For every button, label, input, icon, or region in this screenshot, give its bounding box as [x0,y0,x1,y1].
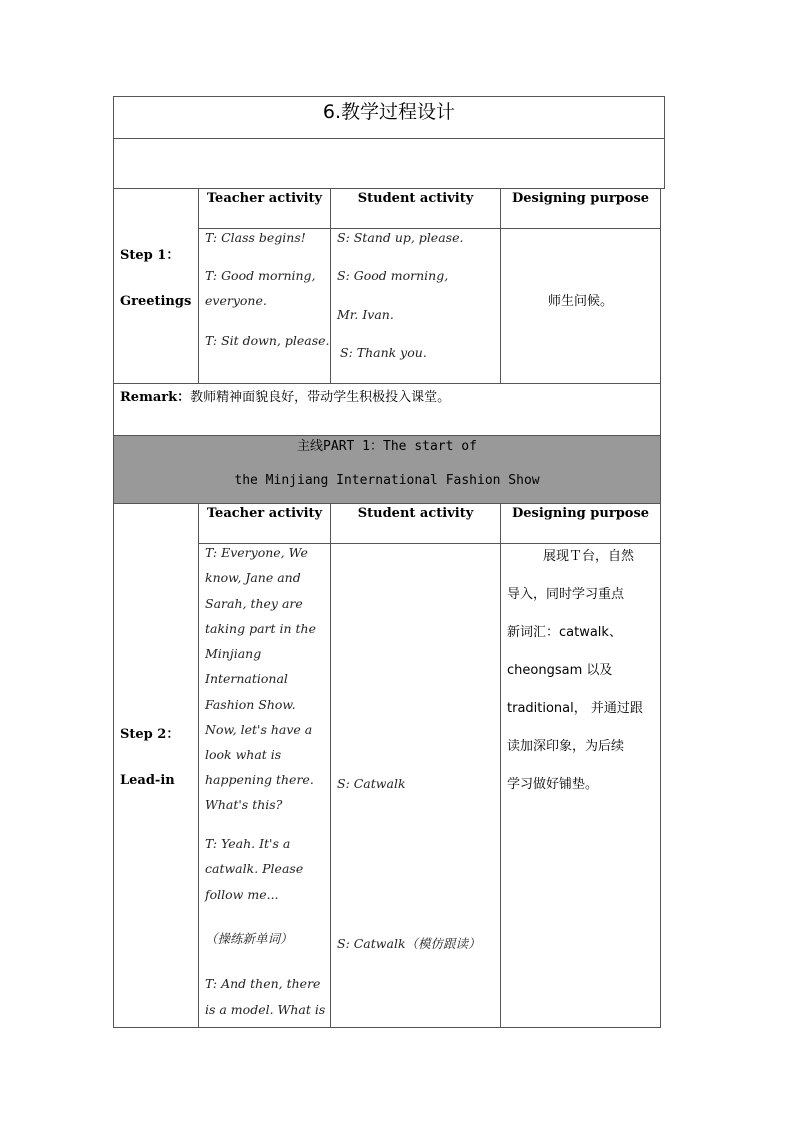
step1-name: Greetings [120,294,192,309]
blank-row [113,138,665,189]
step2-teacher-line: catwalk. Please [205,861,304,876]
step1-teacher-line: T: Class begins! [205,230,306,245]
step1-student-line: S: Thank you. [340,345,427,360]
remark-label: Remark： [120,390,191,405]
step1-student-line: S: Good morning, [337,268,449,283]
header-student-activity: Student activity [357,191,474,206]
part1-title-line1: 主线PART 1：The start of [297,439,477,454]
remark-line [120,390,450,406]
step2-purpose-line: 读加深印象，为后续 [507,739,625,754]
step2-teacher-line: look what is [205,747,282,762]
step2-teacher-line: know, Jane and [205,570,301,585]
step2-teacher-line: Fashion Show. [205,697,296,712]
step2-teacher-line: （操练新单词） [205,931,293,946]
step2-teacher-line: What's this? [205,797,283,812]
step2-purpose-line: 学习做好铺垫。 [507,777,599,792]
step2-name: Lead-in [120,773,175,788]
part1-title-line2: the Minjiang International Fashion Show [234,473,540,488]
page-title: 6.教学过程设计 [322,101,456,123]
step2-teacher-line: Sarah, they are [205,596,303,611]
step2-student-line: S: Catwalk（模仿跟读） [337,936,481,951]
step2-teacher-line: T: Everyone, We [205,545,308,560]
step1-purpose: 师生问候。 [547,294,613,309]
step2-teacher-line: Minjiang [205,646,262,661]
header-designing-purpose: Designing purpose [511,191,650,206]
step1-student-line: Mr. Ivan. [337,307,394,322]
step2-teacher-line: taking part in the [205,621,316,636]
step2-purpose-line: cheongsam 以及 [507,663,613,678]
step1-label: Step 1： [120,248,180,263]
step2-teacher-line: follow me... [205,887,279,902]
step2-teacher-line: Now, let's have a [205,722,313,737]
step1-teacher-line: everyone. [205,293,267,308]
header-designing-purpose: Designing purpose [511,506,650,521]
step2-label-cell [113,503,199,1028]
step2-teacher-line: International [205,671,288,686]
step2-teacher-line: is a model. What is [205,1002,326,1017]
step1-student-line: S: Stand up, please. [337,230,464,245]
header-teacher-activity: Teacher activity [206,506,323,521]
step2-purpose-line: traditional， 并通过跟 [507,701,643,716]
step1-teacher-line: T: Sit down, please. [205,333,330,348]
header-teacher-activity: Teacher activity [206,191,323,206]
remark-text: 教师精神面貌良好，带动学生积极投入课堂。 [190,390,451,405]
step2-teacher-line: T: And then, there [205,976,321,991]
step2-label: Step 2： [120,727,180,742]
step2-purpose-line: 新词汇：catwalk、 [507,625,622,640]
step2-purpose-line: 展现Ｔ台，自然 [543,549,635,564]
step2-student-line: S: Catwalk [337,776,406,791]
step2-teacher-line: happening there. [205,772,314,787]
step2-teacher-line: T: Yeah. It's a [205,836,291,851]
step1-label-cell [113,188,199,384]
step2-purpose-line: 导入，同时学习重点 [507,587,625,602]
step1-teacher-line: T: Good morning, [205,268,316,283]
header-student-activity: Student activity [357,506,474,521]
